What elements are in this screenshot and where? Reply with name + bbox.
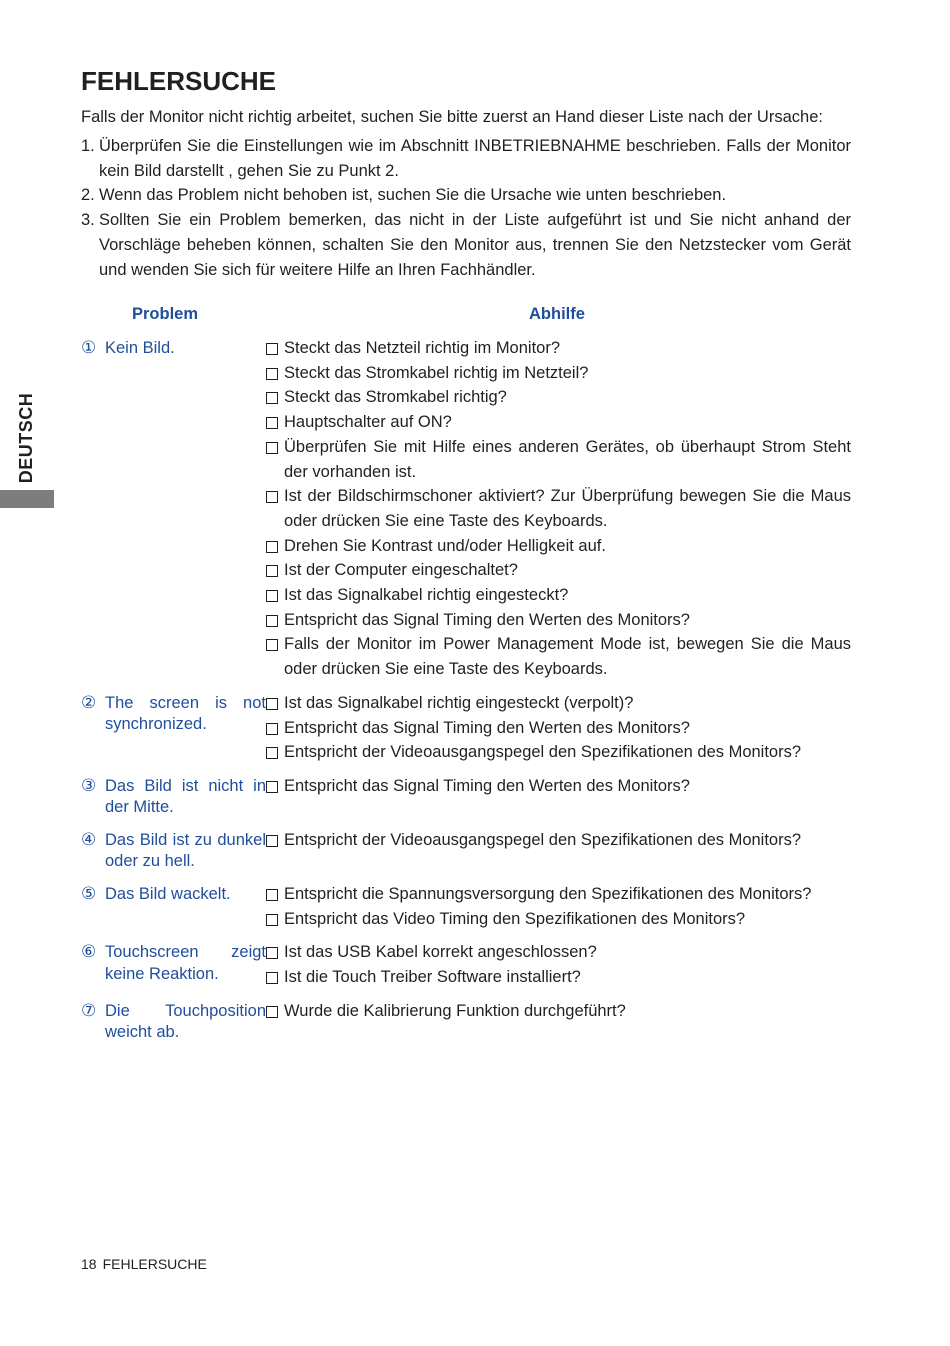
remedy-item bbox=[266, 691, 851, 716]
column-header-remedy: Abhilfe bbox=[529, 305, 585, 323]
remedy-text: Steckt das Stromkabel richtig? bbox=[284, 388, 507, 407]
remedy-cell bbox=[266, 940, 851, 989]
column-header-problem: Problem bbox=[132, 305, 199, 323]
remedy-text: Ist der Computer eingeschaltet? bbox=[284, 561, 518, 580]
table-row bbox=[81, 336, 851, 682]
remedy-cell bbox=[266, 882, 851, 931]
table-row bbox=[81, 940, 851, 989]
remedy-text: Ist das Signalkabel richtig eingesteckt? bbox=[284, 586, 569, 605]
checkbox-square-icon bbox=[266, 835, 278, 847]
remedy-item bbox=[266, 534, 851, 559]
page-number: 18 bbox=[81, 1256, 97, 1272]
remedy-text: Ist die Touch Treiber Software installiert? bbox=[284, 968, 581, 987]
checkbox-square-icon bbox=[266, 947, 278, 959]
problem-number: ① bbox=[81, 338, 97, 358]
checkbox-square-icon bbox=[266, 972, 278, 984]
remedy-item bbox=[266, 999, 851, 1024]
step-item bbox=[81, 134, 851, 183]
remedy-cell bbox=[266, 828, 851, 873]
remedy-item bbox=[266, 435, 851, 484]
table-row bbox=[81, 774, 851, 819]
remedy-item bbox=[266, 907, 851, 932]
remedy-text: Entspricht das Signal Timing den Werten des Monitors? bbox=[284, 776, 690, 795]
steps-list bbox=[81, 134, 851, 282]
problem-text: Kein Bild. bbox=[105, 339, 175, 357]
problem-cell bbox=[81, 940, 266, 989]
step-item bbox=[81, 208, 851, 282]
language-side-tab bbox=[0, 386, 54, 508]
remedy-item bbox=[266, 828, 851, 853]
problem-text: Die Touchposition weicht ab. bbox=[105, 1001, 266, 1042]
problem-cell bbox=[81, 882, 266, 931]
checkbox-square-icon bbox=[266, 914, 278, 926]
troubleshooting-table bbox=[81, 336, 851, 1053]
checkbox-square-icon bbox=[266, 615, 278, 627]
step-number: 1. bbox=[81, 137, 95, 155]
problem-text: Das Bild ist nicht in der Mitte. bbox=[105, 776, 266, 817]
remedy-item bbox=[266, 882, 851, 907]
step-number: 2. bbox=[81, 186, 95, 205]
remedy-item bbox=[266, 410, 851, 435]
problem-text: Touchscreen zeigt keine Reaktion. bbox=[105, 943, 266, 983]
remedy-item bbox=[266, 484, 851, 533]
remedy-text: Entspricht das Video Timing den Spezifikationen des Monitors? bbox=[284, 909, 746, 928]
remedy-text: Überprüfen Sie mit Hilfe eines anderen Gerätes, ob überhaupt Strom Steht der vorhanden ist. bbox=[284, 437, 851, 481]
table-row bbox=[81, 691, 851, 765]
remedy-item bbox=[266, 740, 851, 765]
step-text: Wenn das Problem nicht behoben ist, suchen Sie die Ursache wie unten beschrieben. bbox=[99, 186, 727, 205]
remedy-text: Falls der Monitor im Power Management Mode ist, bewegen Sie die Maus oder drücken Sie eine Taste des Keyboards. bbox=[284, 635, 851, 679]
side-tab-bar bbox=[0, 490, 54, 508]
language-tab-label: DEUTSCH bbox=[16, 392, 36, 484]
checkbox-square-icon bbox=[266, 442, 278, 454]
remedy-item bbox=[266, 583, 851, 608]
checkbox-square-icon bbox=[266, 541, 278, 553]
remedy-text: Hauptschalter auf ON? bbox=[284, 413, 452, 432]
remedy-text: Drehen Sie Kontrast und/oder Helligkeit auf. bbox=[284, 536, 606, 555]
checkbox-square-icon bbox=[266, 1006, 278, 1018]
remedy-item bbox=[266, 361, 851, 386]
checkbox-square-icon bbox=[266, 639, 278, 651]
checkbox-square-icon bbox=[266, 698, 278, 710]
remedy-text: Entspricht die Spannungsversorgung den Spezifikationen des Monitors? bbox=[284, 884, 812, 903]
remedy-item bbox=[266, 558, 851, 583]
problem-number: ② bbox=[81, 692, 97, 713]
checkbox-square-icon bbox=[266, 747, 278, 759]
problem-text: Das Bild ist zu dunkel oder zu hell. bbox=[105, 830, 266, 871]
page-title: FEHLERSUCHE bbox=[81, 66, 277, 96]
checkbox-square-icon bbox=[266, 565, 278, 577]
problem-cell bbox=[81, 828, 266, 873]
problem-number: ⑥ bbox=[81, 942, 97, 963]
remedy-item bbox=[266, 965, 851, 990]
problem-cell bbox=[81, 774, 266, 819]
step-text: Überprüfen Sie die Einstellungen wie im Abschnitt INBETRIEBNAHME beschrieben. Falls der Monitor kein Bild darstellt , gehen Sie zu Punkt 2. bbox=[99, 137, 851, 180]
remedy-item bbox=[266, 632, 851, 681]
problem-text: The screen is not synchronized. bbox=[105, 693, 266, 734]
checkbox-square-icon bbox=[266, 889, 278, 901]
remedy-cell bbox=[266, 774, 851, 819]
remedy-text: Steckt das Stromkabel richtig im Netzteil? bbox=[284, 363, 589, 382]
checkbox-square-icon bbox=[266, 343, 278, 355]
problem-number: ⑦ bbox=[81, 1000, 97, 1021]
table-row bbox=[81, 828, 851, 873]
problem-text: Das Bild wackelt. bbox=[105, 884, 231, 903]
table-row bbox=[81, 882, 851, 931]
step-number: 3. bbox=[81, 211, 95, 230]
remedy-text: Wurde die Kalibrierung Funktion durchgeführt? bbox=[284, 1001, 626, 1020]
remedy-text: Ist der Bildschirmschoner aktiviert? Zur Überprüfung bewegen Sie die Maus oder drücken Sie eine Taste des Keyboards. bbox=[284, 487, 851, 530]
remedy-text: Entspricht der Videoausgangspegel den Spezifikationen des Monitors? bbox=[284, 830, 802, 849]
problem-cell bbox=[81, 336, 266, 682]
remedy-cell bbox=[266, 691, 851, 765]
checkbox-square-icon bbox=[266, 723, 278, 735]
remedy-item bbox=[266, 774, 851, 799]
remedy-item bbox=[266, 385, 851, 410]
page-footer bbox=[81, 1256, 207, 1272]
problem-number: ④ bbox=[81, 829, 97, 850]
checkbox-square-icon bbox=[266, 781, 278, 793]
remedy-text: Ist das Signalkabel richtig eingesteckt (verpolt)? bbox=[284, 693, 634, 712]
checkbox-square-icon bbox=[266, 368, 278, 380]
footer-section: FEHLERSUCHE bbox=[102, 1256, 207, 1272]
remedy-text: Ist das USB Kabel korrekt angeschlossen? bbox=[284, 943, 597, 962]
remedy-text: Entspricht das Signal Timing den Werten des Monitors? bbox=[284, 718, 690, 737]
problem-number: ③ bbox=[81, 775, 97, 796]
remedy-text: Entspricht der Videoausgangspegel den Spezifikationen des Monitors? bbox=[284, 743, 802, 762]
problem-number: ⑤ bbox=[81, 883, 97, 904]
remedy-item bbox=[266, 608, 851, 633]
checkbox-square-icon bbox=[266, 590, 278, 602]
problem-cell bbox=[81, 691, 266, 765]
remedy-item bbox=[266, 716, 851, 741]
intro-text: Falls der Monitor nicht richtig arbeitet, suchen Sie bitte zuerst an Hand dieser Liste nach der Ursache: bbox=[81, 108, 823, 126]
step-item bbox=[81, 183, 851, 208]
remedy-text: Entspricht das Signal Timing den Werten des Monitors? bbox=[284, 610, 690, 629]
problem-cell bbox=[81, 999, 266, 1044]
remedy-cell bbox=[266, 999, 851, 1044]
remedy-item bbox=[266, 336, 851, 361]
table-row bbox=[81, 999, 851, 1044]
remedy-cell bbox=[266, 336, 851, 682]
checkbox-square-icon bbox=[266, 392, 278, 404]
checkbox-square-icon bbox=[266, 491, 278, 503]
checkbox-square-icon bbox=[266, 417, 278, 429]
step-text: Sollten Sie ein Problem bemerken, das nicht in der Liste aufgeführt ist und Sie nicht anhand der Vorschläge beheben können, schalten Sie den Monitor aus, trennen Sie den Netzstecker vom Gerät und wenden Sie sich für weitere Hilfe an Ihren Fachhändler. bbox=[99, 211, 851, 279]
remedy-text: Steckt das Netzteil richtig im Monitor? bbox=[284, 339, 561, 357]
remedy-item bbox=[266, 940, 851, 965]
